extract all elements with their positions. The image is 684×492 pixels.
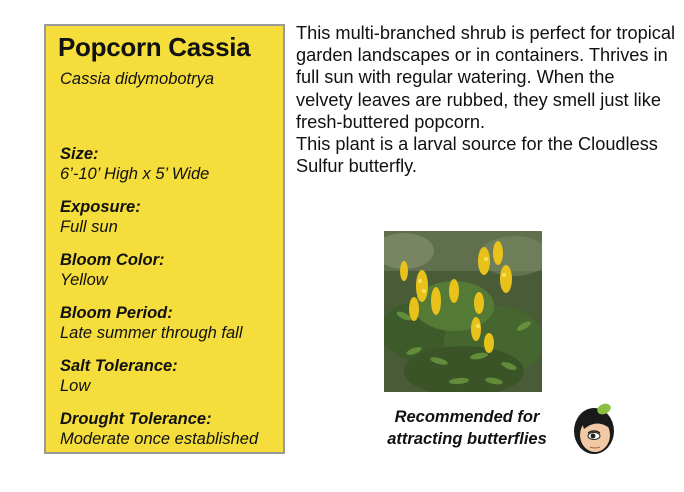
attribute-exposure xyxy=(60,197,282,237)
description-paragraph: This multi-branched shrub is perfect for tropical garden landscapes or in containers. Thrives in full sun with regular watering. When the velvety leaves are rubbed, they smell just like fresh-buttered popcorn. xyxy=(296,23,676,132)
attribute-label: Exposure: xyxy=(60,198,141,216)
attribute-label: Salt Tolerance: xyxy=(60,357,178,375)
recommendation-line: attracting butterflies xyxy=(387,430,547,448)
butterfly-face-icon xyxy=(572,403,616,455)
attribute-label: Bloom Color: xyxy=(60,251,165,269)
attribute-bloom-period xyxy=(60,303,282,343)
attribute-value: Late summer through fall xyxy=(60,324,243,342)
description-paragraph: This plant is a larval source for the Cloudless Sulfur butterfly. xyxy=(296,134,658,177)
attribute-label: Drought Tolerance: xyxy=(60,410,212,428)
attribute-value: Yellow xyxy=(60,271,108,289)
plant-common-name: Popcorn Cassia xyxy=(58,32,251,62)
plant-photo xyxy=(384,231,542,392)
plant-photo-image xyxy=(384,231,542,392)
attribute-label: Size: xyxy=(60,145,99,163)
plant-info-card xyxy=(44,24,285,454)
attribute-bloom-color xyxy=(60,250,282,290)
recommendation-note xyxy=(372,406,562,450)
attribute-salt-tolerance xyxy=(60,356,282,396)
plant-description xyxy=(296,22,676,177)
attribute-value: 6’-10’ High x 5’ Wide xyxy=(60,165,210,183)
recommendation-line: Recommended for xyxy=(394,408,540,426)
attribute-label: Bloom Period: xyxy=(60,304,173,322)
plant-scientific-name: Cassia didymobotrya xyxy=(60,70,215,88)
attribute-drought-tolerance xyxy=(60,409,282,449)
attribute-value: Full sun xyxy=(60,218,118,236)
attribute-size xyxy=(60,144,282,184)
attribute-value: Low xyxy=(60,377,91,395)
attribute-value: Moderate once established xyxy=(60,430,259,448)
